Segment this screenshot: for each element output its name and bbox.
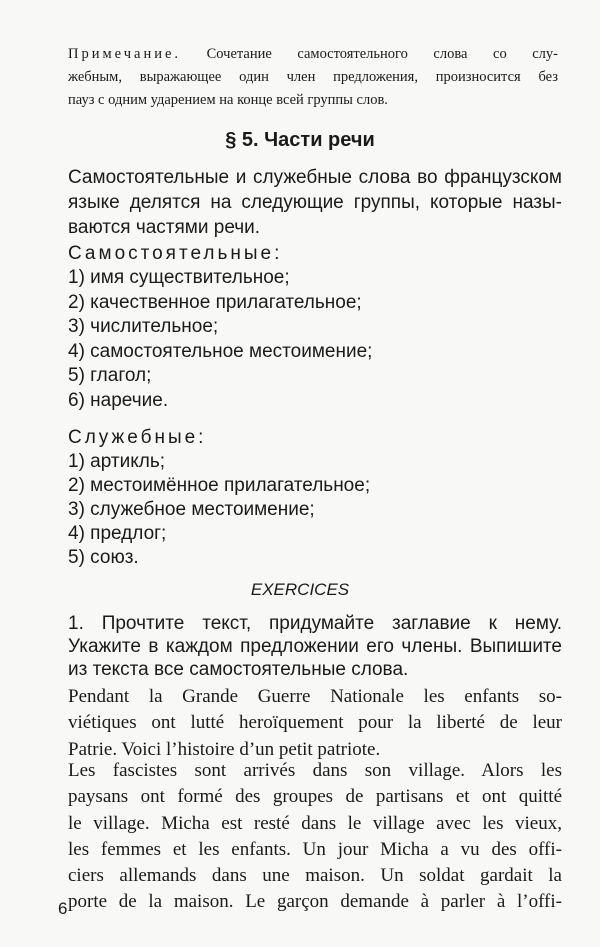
french-line: Les fascistes sont arrivés dans son village. Alors les <box>68 760 562 781</box>
french-line: le village. Micha est resté dans le village avec les vieux, <box>68 812 562 834</box>
note-line: жебным, выражающее один член предложения, произносится без <box>68 69 558 85</box>
french-paragraph-1 <box>68 684 562 763</box>
independent-heading: Самостоятельные: <box>68 243 283 264</box>
list-item: 1) артикль; <box>68 451 165 472</box>
intro-paragraph <box>68 165 562 240</box>
intro-line: ваются частями речи. <box>68 217 261 238</box>
french-line: porte de la maison. Le garçon demande à parler à l’offi- <box>68 891 562 913</box>
list-item: 3) служебное местоимение; <box>68 499 315 520</box>
list-item: 4) самостоятельное местоимение; <box>68 340 373 362</box>
list-item: 2) качественное прилагательное; <box>68 291 362 313</box>
french-paragraph-2 <box>68 758 562 916</box>
note-line: Примечание. Сочетание самостоятельного слова со слу- <box>68 46 559 62</box>
list-item: 5) глагол; <box>68 365 152 386</box>
task-paragraph <box>68 612 562 681</box>
list-item: 2) местоимённое прилагательное; <box>68 475 371 496</box>
independent-list <box>68 266 562 413</box>
list-item: 1) имя существительное; <box>68 267 290 288</box>
list-item: 5) союз. <box>68 547 139 568</box>
intro-line: Самостоятельные и служебные слова во французском <box>68 167 562 188</box>
list-item: 3) числительное; <box>68 316 219 337</box>
task-line: 1. Прочтите текст, придумайте заглавие к нему. <box>68 613 562 634</box>
task-line: Укажите в каждом предложении его члены. Выпишите <box>68 636 562 657</box>
list-item: 6) наречие. <box>68 389 169 411</box>
french-line: paysans ont formé des groupes de partisans et ont quitté <box>68 786 562 808</box>
auxiliary-heading: Служебные: <box>68 427 207 448</box>
note-paragraph <box>68 43 558 112</box>
page-number: 6 <box>58 899 68 918</box>
french-line: les femmes et les enfants. Un jour Micha a vu des offi- <box>68 838 562 860</box>
exercises-heading: EXERCICES <box>250 580 350 599</box>
french-line: viétiques ont lutté heroïquement pour la liberté de leur <box>68 712 562 734</box>
note-line: пауз с одним ударением на конце всей группы слов. <box>68 92 388 108</box>
list-item: 4) предлог; <box>68 523 167 544</box>
auxiliary-list <box>68 450 562 570</box>
intro-line: языке делятся на следующие группы, которые назы- <box>68 192 562 213</box>
french-line: Pendant la Grande Guerre Nationale les enfants so- <box>68 686 562 707</box>
note-lead: Примечание. <box>68 46 182 62</box>
section-title: § 5. Части речи <box>225 129 375 151</box>
french-line: ciers allemands dans une maison. Un soldat gardait la <box>68 865 562 887</box>
task-line: из текста все самостоятельные слова. <box>68 659 409 680</box>
french-line: Patrie. Voici l’histoire d’un petit patriote. <box>68 738 381 760</box>
